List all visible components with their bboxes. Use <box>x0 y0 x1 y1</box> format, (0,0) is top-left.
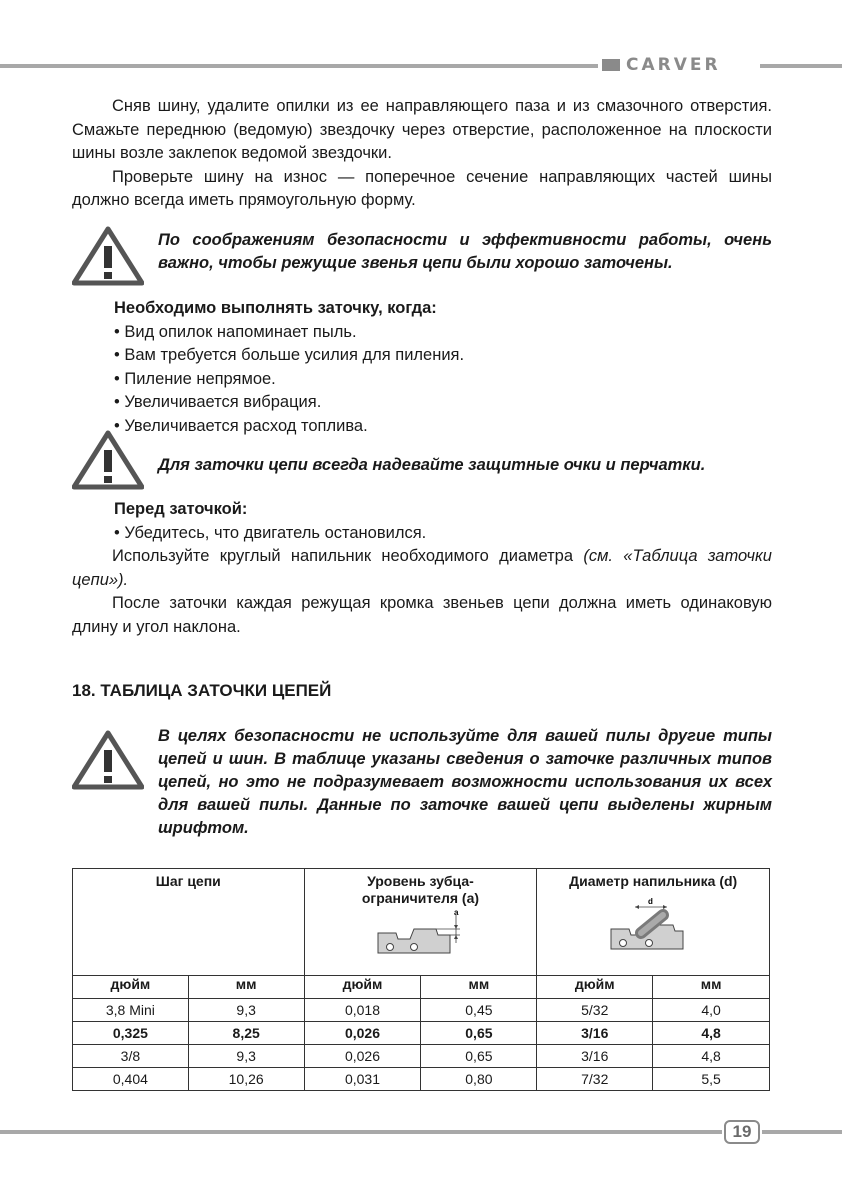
list-item: • Пиление непрямое. <box>114 369 276 388</box>
table-cell: 0,80 <box>421 1068 537 1091</box>
table-cell: 3/16 <box>537 1022 653 1045</box>
table-row <box>73 1068 770 1091</box>
depth-gauge-diagram-icon <box>370 909 470 967</box>
header-chain-pitch: Шаг цепи <box>73 869 305 976</box>
warning-triangle-icon <box>72 226 144 286</box>
list-item: • Вам требуется больше усилия для пиления. <box>114 346 465 364</box>
table-cell: 8,25 <box>188 1022 304 1045</box>
list-item: • Увеличивается расход топлива. <box>114 416 368 435</box>
table-cell: 3/16 <box>537 1045 653 1068</box>
table-cell: 0,026 <box>304 1022 421 1045</box>
header-rule-right <box>760 64 842 68</box>
intro-paragraph-2: Проверьте шину на износ — поперечное сечение направляющих частей шины должно всегда иметь прямоугольную форму. <box>72 167 772 209</box>
intro-text <box>72 95 772 213</box>
warning-text-1: По соображениям безопасности и эффективности работы, очень важно, чтобы режущие звенья цепи были хорошо заточены. <box>158 231 772 272</box>
brand-mark-icon <box>602 59 620 71</box>
table-cell: 0,65 <box>421 1022 537 1045</box>
warning-text-3: В целях безопасности не используйте для вашей пилы другие типы цепей и шин. В таблице указаны сведения о заточке различных типов цепей, но это не подразумевает возможности использования их всех для вашей пилы. Данные по заточке вашей цепи выделены жирным шрифтом. <box>158 727 772 837</box>
unit-header: дюйм <box>304 976 421 999</box>
warning-block-2 <box>72 430 772 490</box>
table-row <box>73 999 770 1022</box>
unit-header: дюйм <box>537 976 653 999</box>
unit-header: мм <box>188 976 304 999</box>
table-cell: 0,65 <box>421 1045 537 1068</box>
table-header-row <box>73 869 770 976</box>
table-cell: 0,45 <box>421 999 537 1022</box>
footer-rule-right <box>762 1130 842 1134</box>
warning-triangle-icon <box>72 430 144 490</box>
sharpening-table <box>72 868 770 1091</box>
warning-triangle-icon <box>72 730 144 790</box>
table-cell: 7/32 <box>537 1068 653 1091</box>
table-cell: 4,8 <box>653 1022 770 1045</box>
table-cell: 3/8 <box>73 1045 189 1068</box>
brand-name: CARVER <box>626 55 721 75</box>
warning-text-2: Для заточки цепи всегда надевайте защитные очки и перчатки. <box>158 456 706 474</box>
section-title: 18. ТАБЛИЦА ЗАТОЧКИ ЦЕПЕЙ <box>72 681 332 700</box>
before-paragraph-1: Используйте круглый напильник необходимого диаметра (см. «Таблица заточки цепи»). <box>72 547 772 589</box>
file-diameter-diagram-icon <box>603 895 703 961</box>
warning-block-1 <box>72 226 772 286</box>
table-cell: 0,325 <box>73 1022 189 1045</box>
list-item: • Увеличивается вибрация. <box>114 393 322 411</box>
page-number: 19 <box>724 1120 760 1144</box>
table-cell: 9,3 <box>188 1045 304 1068</box>
table-cell: 0,031 <box>304 1068 421 1091</box>
table-cell: 3,8 Mini <box>73 999 189 1022</box>
brand-logo <box>602 55 758 75</box>
unit-header: мм <box>421 976 537 999</box>
header-file-diameter <box>537 869 770 976</box>
before-heading: Перед заточкой: <box>114 500 248 518</box>
list-item: • Вид опилок напоминает пыль. <box>114 322 357 341</box>
table-cell: 5,5 <box>653 1068 770 1091</box>
unit-header: мм <box>653 976 770 999</box>
table-cell: 5/32 <box>537 999 653 1022</box>
table-cell: 10,26 <box>188 1068 304 1091</box>
diagram-label-a: a <box>454 909 459 917</box>
unit-header: дюйм <box>73 976 189 999</box>
diagram-label-d: d <box>648 897 654 906</box>
sharpen-when-block <box>72 297 772 438</box>
table-cell: 9,3 <box>188 999 304 1022</box>
table-cell: 4,8 <box>653 1045 770 1068</box>
list-item: • Убедитесь, что двигатель остановился. <box>114 523 427 542</box>
footer-rule-left <box>0 1130 722 1134</box>
table-row-highlighted <box>73 1022 770 1045</box>
table-row <box>73 1045 770 1068</box>
header-depth-gauge-label: Уровень зубца-ограничителя (a) <box>361 873 480 906</box>
table-cell: 0,026 <box>304 1045 421 1068</box>
before-block <box>72 498 772 639</box>
intro-paragraph-1: Сняв шину, удалите опилки из ее направляющего паза и из смазочного отверстия. Смажьте переднюю (ведомую) звездочку через отверстие, расположенное на плоскости шины возле заклепок ведомой звездочки. <box>72 97 772 162</box>
header-depth-gauge <box>304 869 537 976</box>
table-reference: (см. «Таблица заточки цепи»). <box>72 547 772 589</box>
before-paragraph-2: После заточки каждая режущая кромка звеньев цепи должна иметь одинаковую длину и угол наклона. <box>72 594 772 636</box>
header-file-diameter-label: Диаметр напильника (d) <box>569 873 738 889</box>
header-rule-left <box>0 64 598 68</box>
table-cell: 0,018 <box>304 999 421 1022</box>
sharpen-when-heading: Необходимо выполнять заточку, когда: <box>114 299 437 317</box>
table-cell: 4,0 <box>653 999 770 1022</box>
table-cell: 0,404 <box>73 1068 189 1091</box>
warning-block-3 <box>72 724 772 844</box>
table-unit-row <box>73 976 770 999</box>
